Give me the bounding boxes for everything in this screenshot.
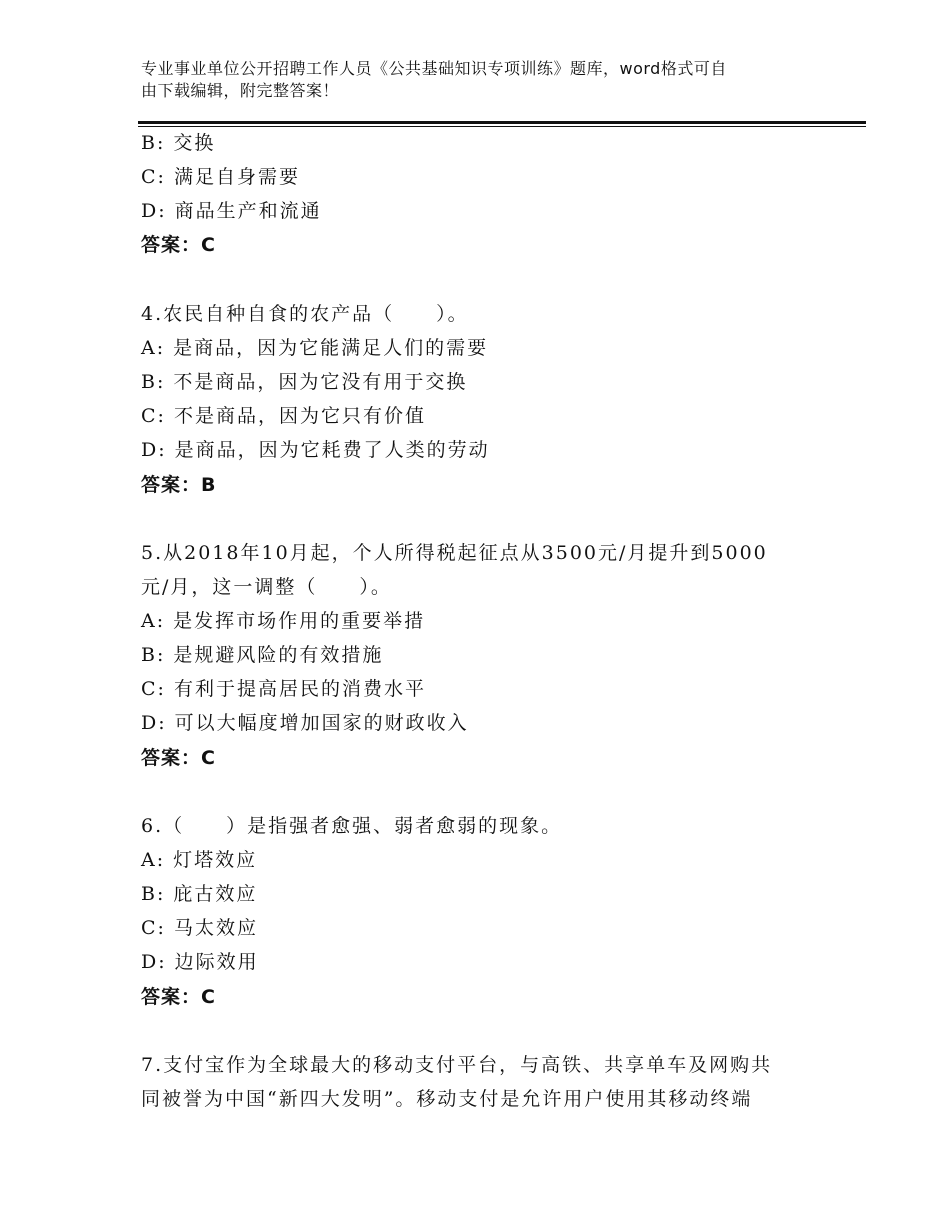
q5-stem-line-1: 5.从2018年10月起，个人所得税起征点从3500元/月提升到5000 [141, 542, 768, 564]
q3-answer: 答案：C [141, 234, 216, 256]
q3-option-b: B: 交换 [141, 132, 216, 154]
q5-answer: 答案：C [141, 747, 216, 769]
q4-option-d: D: 是商品，因为它耗费了人类的劳动 [141, 439, 490, 461]
q7-stem-line-2: 同被誉为中国“新四大发明”。移动支付是允许用户使用其移动终端 [141, 1088, 753, 1110]
q5-stem-line-2: 元/月，这一调整（ ）。 [141, 576, 392, 598]
q5-option-a: A: 是发挥市场作用的重要举措 [141, 610, 426, 632]
q6-option-a: A: 灯塔效应 [141, 849, 258, 871]
q4-option-a: A: 是商品，因为它能满足人们的需要 [141, 337, 489, 359]
header-divider-thick [138, 121, 866, 124]
page-header [141, 58, 821, 102]
q5-option-c: C: 有利于提高居民的消费水平 [141, 678, 426, 700]
q3-option-d: D: 商品生产和流通 [141, 200, 322, 222]
q6-answer: 答案：C [141, 986, 216, 1008]
q6-option-c: C: 马太效应 [141, 917, 258, 939]
header-divider-thin [138, 126, 866, 127]
header-line-1: 专业事业单位公开招聘工作人员《公共基础知识专项训练》题库，word格式可自 [141, 59, 727, 78]
q6-stem: 6.（ ）是指强者愈强、弱者愈弱的现象。 [141, 815, 563, 837]
q6-option-d: D: 边际效用 [141, 951, 259, 973]
q3-option-c: C: 满足自身需要 [141, 166, 300, 188]
header-line-2: 由下载编辑，附完整答案！ [141, 81, 340, 100]
q7-stem-line-1: 7.支付宝作为全球最大的移动支付平台，与高铁、共享单车及网购共 [141, 1054, 773, 1076]
q5-option-d: D: 可以大幅度增加国家的财政收入 [141, 712, 469, 734]
q4-stem: 4.农民自种自食的农产品（ ）。 [141, 303, 469, 325]
q5-option-b: B: 是规避风险的有效措施 [141, 644, 384, 666]
q4-option-c: C: 不是商品，因为它只有价值 [141, 405, 426, 427]
q4-option-b: B: 不是商品，因为它没有用于交换 [141, 371, 468, 393]
q6-option-b: B: 庇古效应 [141, 883, 258, 905]
q4-answer: 答案：B [141, 474, 217, 496]
